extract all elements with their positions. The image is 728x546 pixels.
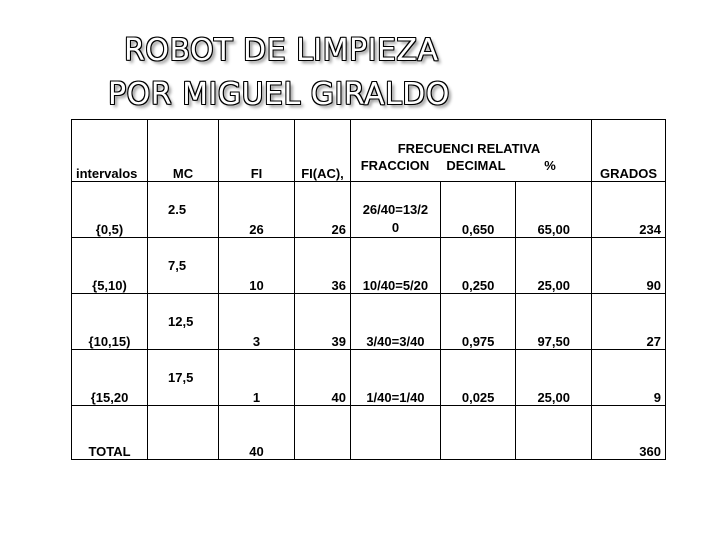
- title-line-2: POR MIGUEL GIRALDO: [108, 77, 450, 112]
- cell-fraccion-line2: 0: [391, 220, 400, 235]
- title-line-1: ROBOT DE LIMPIEZA: [124, 33, 439, 68]
- cell-total-grados: 360: [592, 406, 666, 460]
- cell-fi: 3: [219, 294, 295, 350]
- table-row: [72, 350, 666, 406]
- cell-fi-ac: 36: [295, 238, 351, 294]
- header-frecuencia-relativa: FRECUENCI RELATIVA: [397, 141, 541, 156]
- cell-fraccion-line1: 26/40=13/2: [362, 202, 429, 217]
- cell-intervalo: {10,15): [72, 294, 148, 350]
- cell-mc: 12,5: [168, 314, 194, 329]
- cell-empty: [440, 406, 516, 460]
- cell-grados: 9: [592, 350, 666, 406]
- cell-grados: 234: [592, 182, 666, 238]
- cell-fi-ac: 39: [295, 294, 351, 350]
- cell-intervalo: {0,5): [72, 182, 148, 238]
- header-percent: %: [544, 158, 556, 173]
- cell-mc-container: [148, 350, 219, 406]
- cell-decimal: 0,250: [440, 238, 516, 294]
- cell-fraccion: [351, 182, 441, 238]
- cell-empty: [295, 406, 351, 460]
- cell-fraccion: 10/40=5/20: [351, 238, 441, 294]
- cell-intervalo: {15,20: [72, 350, 148, 406]
- cell-mc-container: [148, 294, 219, 350]
- header-intervalos: intervalos: [72, 120, 148, 182]
- frequency-table: [71, 119, 666, 460]
- cell-total-fi: 40: [219, 406, 295, 460]
- header-row: [72, 120, 666, 182]
- cell-empty: [148, 406, 219, 460]
- cell-fi-ac: 40: [295, 350, 351, 406]
- cell-intervalo: {5,10): [72, 238, 148, 294]
- header-decimal: DECIMAL: [446, 158, 506, 173]
- table-row: [72, 182, 666, 238]
- cell-mc: 17,5: [168, 370, 194, 385]
- cell-fi: 1: [219, 350, 295, 406]
- header-fraccion: FRACCION: [360, 158, 430, 173]
- header-fi: FI: [219, 120, 295, 182]
- cell-empty: [516, 406, 592, 460]
- cell-grados: 27: [592, 294, 666, 350]
- cell-fi: 26: [219, 182, 295, 238]
- cell-mc: 2.5: [168, 202, 187, 217]
- header-frecuencia-relativa-group: [351, 120, 592, 182]
- cell-grados: 90: [592, 238, 666, 294]
- table-row: [72, 238, 666, 294]
- header-grados: GRADOS: [592, 120, 666, 182]
- cell-decimal: 0,650: [440, 182, 516, 238]
- cell-decimal: 0,025: [440, 350, 516, 406]
- cell-total-label: TOTAL: [72, 406, 148, 460]
- cell-mc-container: [148, 182, 219, 238]
- header-mc: MC: [148, 120, 219, 182]
- cell-decimal: 0,975: [440, 294, 516, 350]
- cell-percent: 65,00: [516, 182, 592, 238]
- cell-percent: 25,00: [516, 238, 592, 294]
- cell-fi-ac: 26: [295, 182, 351, 238]
- cell-percent: 97,50: [516, 294, 592, 350]
- cell-fi: 10: [219, 238, 295, 294]
- cell-mc: 7,5: [168, 258, 187, 273]
- header-fi-ac: FI(AC),: [295, 120, 351, 182]
- cell-mc-container: [148, 238, 219, 294]
- total-row: [72, 406, 666, 460]
- cell-percent: 25,00: [516, 350, 592, 406]
- cell-fraccion: 1/40=1/40: [351, 350, 441, 406]
- table-row: [72, 294, 666, 350]
- cell-fraccion: 3/40=3/40: [351, 294, 441, 350]
- cell-empty: [351, 406, 441, 460]
